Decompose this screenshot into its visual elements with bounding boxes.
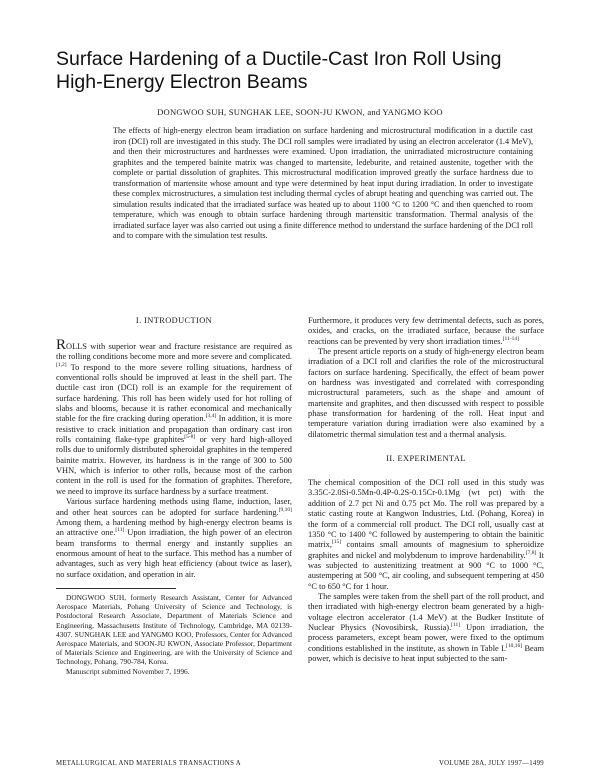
experimental-paragraph-2: The samples were taken from the shell part of the roll product, and then irradiated with high-energy electron beam generated by a high-voltage electron accelerator (1.4 MeV) at the Budker Institute of Nuclear Physics (Novosibirsk, Russia).[11] Upon irradiation, the process parameters, except beam power, were fixed to the optimum conditions established in the institute, as shown in Table I.[10,16] Beam power, which is decisive to heat input subjected to the sam- — [308, 591, 544, 663]
left-column — [56, 316, 292, 676]
citation: [5-8] — [184, 434, 196, 441]
right-column — [308, 316, 544, 664]
submission-date: Manuscript submitted November 7, 1996. — [66, 666, 190, 676]
drop-cap: R — [56, 337, 67, 353]
citation: [11] — [115, 527, 125, 534]
experimental-heading: II. EXPERIMENTAL — [386, 454, 466, 464]
introduction-heading: I. INTRODUCTION — [135, 316, 213, 325]
intro-paragraph-1: ROLLS with superior wear and fracture resistance are required as the rolling conditions become more and more severe and complicated.[1,2] To respond to the more severe rolling situations, hardness of conventional rolls should be improved at least in the shell part. The ductile cast iron (DCI) roll is an example for the requirement of surface hardening. This roll has been widely used for hot rolling of slabs and blooms, because it is rather economical and mechanically stable for the fire cracking during operation.[3,4] In addition, it is more resistive to crack initiation and propagation than ordinary cast iron rolls containing flake-type graphites[5-8] or very hard high-alloyed rolls due to uniformly distributed spheroidal graphites in the tempered bainite matrix. However, its hardness is in the range of 300 to 500 VHN, which is inferior to other rolls, because most of the carbon content in the roll is used for the formation of graphites. Therefore, we need to improve its surface hardness by a surface treatment. — [56, 337, 292, 496]
title-line-1: Surface Hardening of a Ductile-Cast Iron Roll Using — [56, 48, 502, 70]
citation: [7,8] — [525, 549, 537, 556]
title-line-2: High-Energy Electron Beams — [56, 71, 308, 93]
abstract: The effects of high-energy electron beam irradiation on surface hardening and microstructural modification in a ductile cast iron (DCI) roll are investigated in this study. The DCI roll samples were irradiated by using an electron accelerator (1.4 MeV), and then their microstructures and hardnesses were examined. Upon irradiation, the unirradiated microstructure containing graphites and the tempered bainite matrix was changed to martensite, ledeburite, and retained austenite, together with the complete or partial dissolution of graphites. This microstructural modification improved greatly the surface hardness due to transformation of martensite whose amount and type were determined by heat input during irradiation. In order to investigate these complex microstructures, a simulation test including thermal cycles of abrupt heating and quenching was carried out. The simulation results indicated that the irradiated surface was heated up to about 1100 °C to 1200 °C and then quenched to room temperature, which was enough to obtain surface hardening through martensitic transformation. Thermal analysis of the irradiated surface layer was also carried out using a finite difference method to understand the surface hardening of the DCI roll and to compare with the simulation test results. — [113, 126, 533, 240]
article-title — [56, 48, 556, 94]
intro-paragraph-4: The present article reports on a study of high-energy electron beam irradiation of a DCI roll and clarifies the role of the microstructural factors on surface hardening. Specifically, the effect of beam power on hardness was investigated and correlated with corresponding microstructural parameters, such as the shape and amount of martensite and graphites, and then discussed with respect to possible phase transformation for hardening of the roll. Heat input and temperature variation during irradiation were also examined by a dilatometric thermal simulation test and a thermal analysis. — [308, 347, 544, 439]
intro-first-word: OLLS — [66, 342, 87, 351]
citation: [15] — [331, 539, 342, 546]
author-affiliations-footnote: DONGWOO SUH, formerly Research Assistant, Center for Advanced Aerospace Materials, Pohang University of Science and Technology, is Postdoctoral Research Associate, Department of Materials Science and Engineering, Massachusetts Institute of Technology, Cambridge, MA 02139-4307. SUNGHAK LEE and YANGMO KOO, Professors, Center for Advanced Aerospace Materials, and SOON-JU KWON, Associate Professor, Department of Materials Science and Engineering, are with the University of Science and Technology, Pohang, 790-784, Korea. — [56, 592, 292, 667]
citation: [11] — [451, 622, 461, 629]
intro-paragraph-2: Various surface hardening methods using flame, induction, laser, and other heat sources can be adopted for surface hardening.[9,10] Among them, a hardening method by high-energy electron beams is an attractive one.[11] Upon irradiation, the high power of an electron beam transforms to thermal energy and instantly supplies an enormous amount of heat to the surface. This method has a number of advantages, such as very high heat efficiency (about twice as laser), no surface oxidation, and operation in air. — [56, 497, 292, 579]
citation: [9,10] — [278, 506, 292, 513]
volume-page-footer: VOLUME 28A, JULY 1997—1499 — [438, 760, 544, 767]
citation: [10,16] — [506, 642, 523, 649]
author-list: DONGWOO SUH, SUNGHAK LEE, SOON-JU KWON, and YANGMO KOO — [157, 107, 443, 117]
intro-paragraph-3: Furthermore, it produces very few detrimental defects, such as pores, oxides, and cracks, on the irradiated surface, because the surface reactions can be prevented by very short irradiation times.[11-14] — [308, 316, 544, 346]
citation: [3,4] — [205, 413, 217, 420]
citation: [1,2] — [56, 361, 67, 368]
footnote-rule — [56, 588, 176, 589]
journal-footer: METALLURGICAL AND MATERIALS TRANSACTIONS A — [56, 760, 242, 767]
citation: [11-14] — [502, 335, 519, 342]
experimental-paragraph-1: The chemical composition of the DCI roll used in this study was 3.35C-2.0Si-0.5Mn-0.4P-0.2S-0.15Cr-0.1Mg (wt pct) with the addition of 2.7 pct Ni and 0.75 pct Mo. The roll was prepared by a static casting route at Kangwon Industries, Ltd. (Pohang, Korea) in the form of a commercial roll product. The DCI roll, usually cast at 1350 °C to 1400 °C followed by austempering to obtain the bainitic matrix,[15] contains small amounts of magnesium to spheroidize graphites and nickel and molybdenum to improve hardenability.[7,8] It was subjected to austenitizing treatment at 900 °C to 1000 °C, austempering at 500 °C, air cooling, and subsequent tempering at 450 °C to 650 °C for 1 hour. — [308, 478, 544, 591]
